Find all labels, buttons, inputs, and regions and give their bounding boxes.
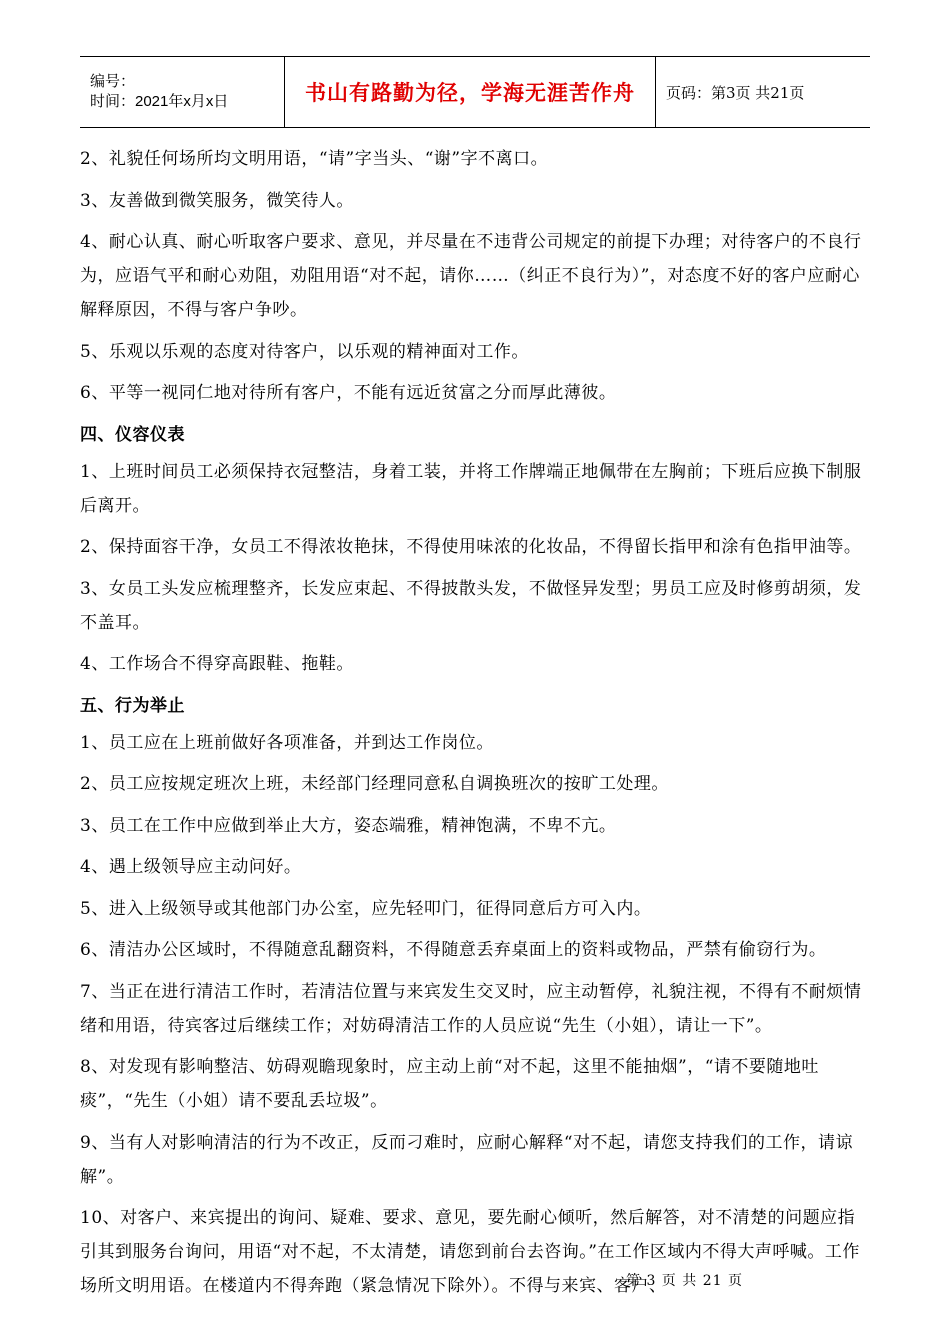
header-page-label: 页码：第3页 共21页 <box>666 83 805 102</box>
header-motto: 书山有路勤为径，学海无涯苦作舟 <box>284 57 656 127</box>
document-number-label: 编号： <box>90 73 136 90</box>
paragraph: 4、工作场合不得穿高跟鞋、拖鞋。 <box>80 654 354 674</box>
paragraph: 5、乐观以乐观的态度对待客户，以乐观的精神面对工作。 <box>80 341 529 362</box>
paragraph: 6、清洁办公区域时，不得随意乱翻资料，不得随意丢弃桌面上的资料或物品，严禁有偷窃行为。 <box>80 940 827 960</box>
paragraph: 3、员工在工作中应做到举止大方，姿态端雅，精神饱满，不卑不亢。 <box>80 815 617 836</box>
section-heading: 四、仪容仪表 <box>80 424 185 445</box>
document-body <box>80 142 870 1311</box>
paragraph: 1、上班时间员工必须保持衣冠整洁，身着工装，并将工作牌端正地佩带在左胸前；下班后应换下制服后离开。 <box>80 461 862 516</box>
paragraph: 10、对客户、来宾提出的询问、疑难、要求、意见，要先耐心倾听，然后解答，对不清楚的问题应指引其到服务台询问，用语“对不起，不太清楚，请您到前台去咨询。”在工作区域内不得大声呼喊。工作场所文明用语。在楼道内不得奔跑（紧急情况下除外）。不得与来宾、客户、 <box>80 1208 860 1296</box>
paragraph: 2、礼貌任何场所均文明用语，“请”字当头、“谢”字不离口。 <box>80 149 549 169</box>
paragraph: 1、员工应在上班前做好各项准备，并到达工作岗位。 <box>80 732 494 753</box>
paragraph: 3、女员工头发应梳理整齐，长发应束起、不得披散头发，不做怪异发型；男员工应及时修剪胡须，发不盖耳。 <box>80 578 862 633</box>
paragraph: 8、对发现有影响整洁、妨碍观瞻现象时，应主动上前“对不起，这里不能抽烟”，“请不要随地吐痰”，“先生（小姐）请不要乱丢垃圾”。 <box>80 1057 819 1111</box>
paragraph: 4、遇上级领导应主动问好。 <box>80 857 302 877</box>
paragraph: 6、平等一视同仁地对待所有客户，不能有远近贫富之分而厚此薄彼。 <box>80 383 617 403</box>
header-meta <box>80 57 284 127</box>
paragraph: 7、当正在进行清洁工作时，若清洁位置与来宾发生交叉时，应主动暂停，礼貌注视，不得有不耐烦情绪和用语，待宾客过后继续工作；对妨碍清洁工作的人员应说“先生（小姐），请让一下”。 <box>80 981 862 1036</box>
document-header <box>80 56 870 128</box>
section-heading: 五、行为举止 <box>80 695 185 716</box>
paragraph: 2、保持面容干净，女员工不得浓妆艳抹，不得使用味浓的化妆品，不得留长指甲和涂有色指甲油等。 <box>80 537 862 557</box>
paragraph: 3、友善做到微笑服务，微笑待人。 <box>80 190 354 211</box>
paragraph: 9、当有人对影响清洁的行为不改正，反而刁难时，应耐心解释“对不起，请您支持我们的工作，请谅解”。 <box>80 1132 854 1187</box>
document-time-label: 时间：2021年x月x日 <box>90 93 229 110</box>
page-footer: 第 3 页 共 21 页 <box>626 1273 743 1289</box>
paragraph: 2、员工应按规定班次上班，未经部门经理同意私自调换班次的按旷工处理。 <box>80 774 669 794</box>
paragraph: 5、进入上级领导或其他部门办公室，应先轻叩门，征得同意后方可入内。 <box>80 898 652 919</box>
paragraph: 4、耐心认真、耐心听取客户要求、意见，并尽量在不违背公司规定的前提下办理；对待客户的不良行为，应语气平和耐心劝阻，劝阻用语“对不起，请你……（纠正不良行为）”，对态度不好的客户应耐心解释原因，不得与客户争吵。 <box>80 232 862 320</box>
